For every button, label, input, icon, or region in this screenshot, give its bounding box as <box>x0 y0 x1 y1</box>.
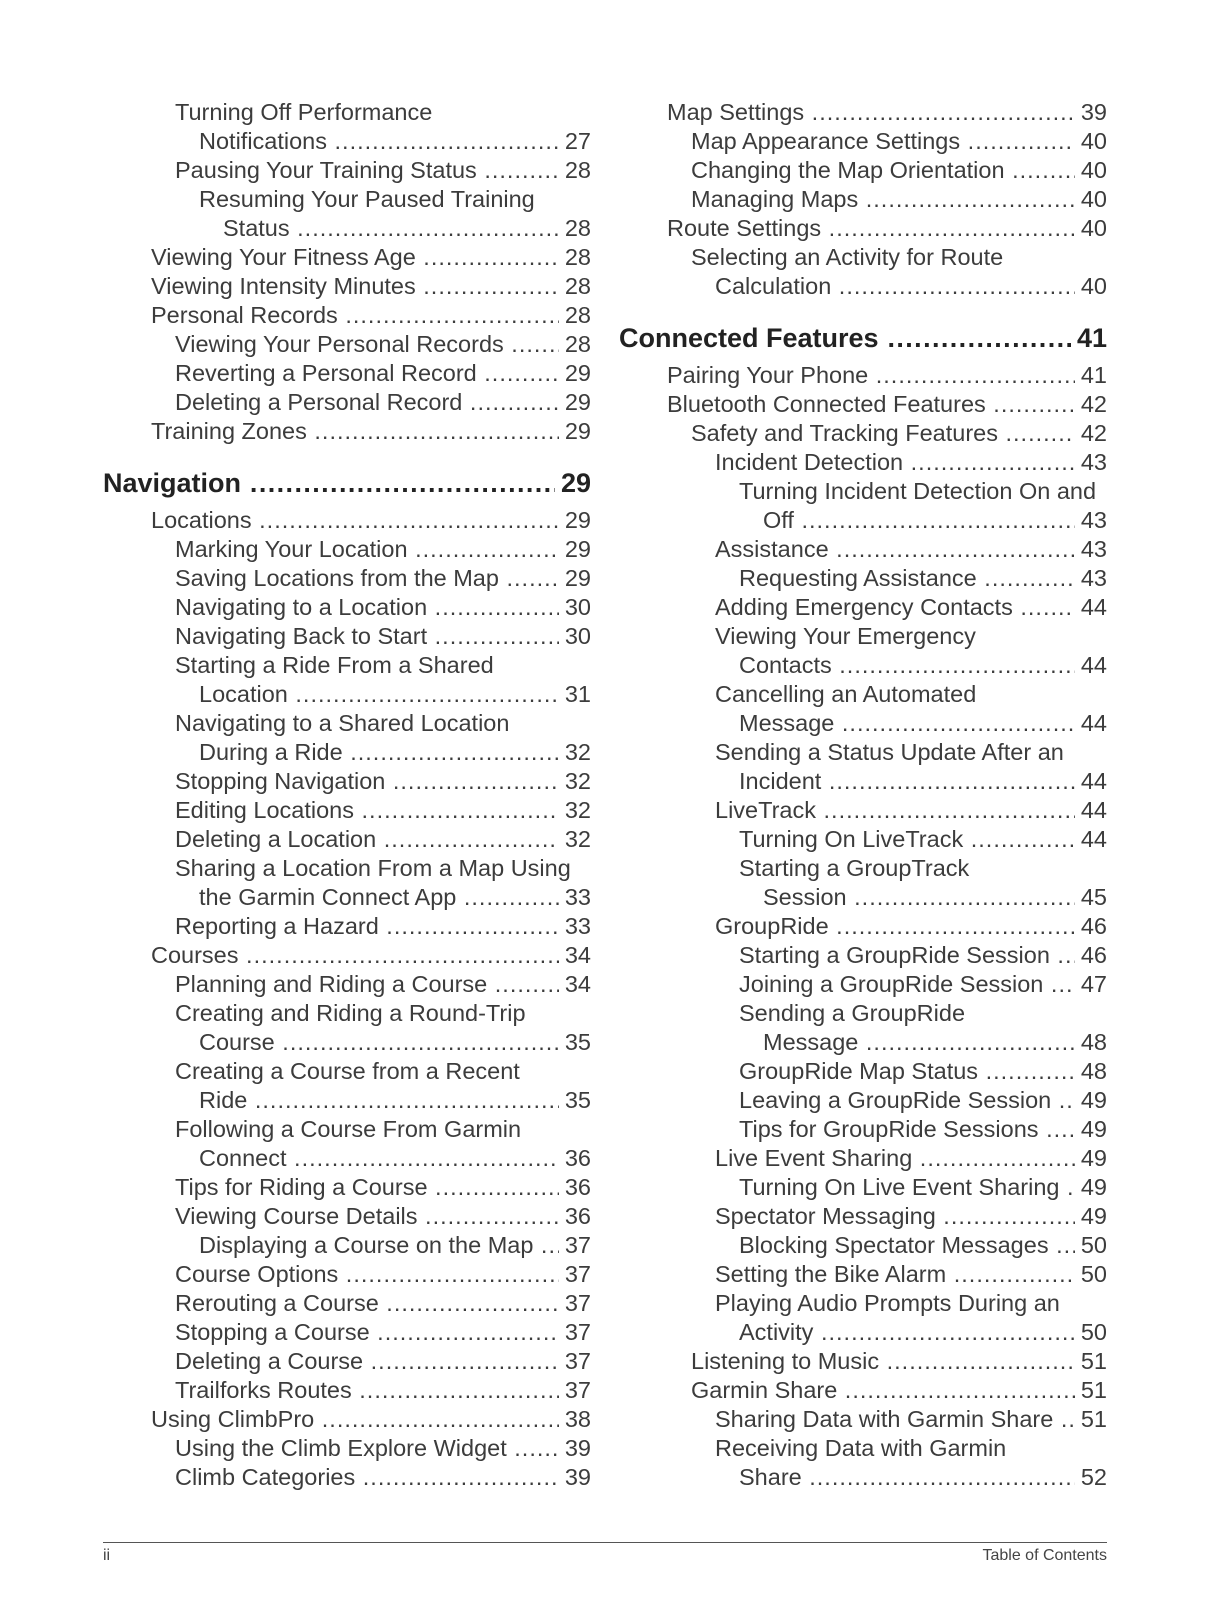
toc-entry[interactable] <box>103 593 591 622</box>
toc-page-number: 29 <box>564 418 591 444</box>
toc-page-number: 29 <box>564 536 591 562</box>
toc-entry[interactable] <box>619 535 1107 564</box>
toc-entry-title: Creating and Riding a Round-Trip <box>175 1000 526 1026</box>
toc-entry[interactable] <box>103 970 591 999</box>
toc-page-number: 44 <box>1080 768 1107 794</box>
toc-entry-title: Viewing Intensity Minutes ..... <box>151 272 559 301</box>
toc-page-number: 45 <box>1080 884 1107 910</box>
toc-entry[interactable] <box>103 1376 591 1405</box>
toc-page-number: 29 <box>564 507 591 533</box>
toc-page-number: 29 <box>564 389 591 415</box>
toc-entry[interactable] <box>103 912 591 941</box>
toc-entry[interactable] <box>619 1173 1107 1202</box>
toc-entry[interactable] <box>619 1347 1107 1376</box>
toc-entry-title: Starting a GroupRide Session ..... <box>739 941 1075 970</box>
toc-entry-title: Status ..... <box>223 214 559 243</box>
toc-entry[interactable] <box>619 999 1107 1057</box>
toc-entry[interactable] <box>619 98 1107 127</box>
toc-entry-title: During a Ride ..... <box>199 738 559 767</box>
toc-entry[interactable] <box>103 796 591 825</box>
toc-entry-title: Share ..... <box>739 1463 1075 1492</box>
toc-page-number: 28 <box>564 215 591 241</box>
toc-entry-title: Creating a Course from a Recent <box>175 1058 520 1084</box>
toc-entry[interactable] <box>619 127 1107 156</box>
toc-page-number: 28 <box>564 331 591 357</box>
toc-entry-title: Personal Records ..... <box>151 301 559 330</box>
toc-entry[interactable] <box>619 1376 1107 1405</box>
toc-entry-title: Navigating Back to Start ..... <box>175 622 559 651</box>
toc-chapter-heading[interactable] <box>103 466 591 500</box>
toc-entry[interactable] <box>103 767 591 796</box>
toc-page-number: 29 <box>560 468 591 498</box>
toc-entry-title: Connect ..... <box>199 1144 559 1173</box>
toc-page-number: 31 <box>564 681 591 707</box>
toc-entry-title: GroupRide ..... <box>715 912 1075 941</box>
toc-entry-continuation <box>715 1463 1107 1492</box>
toc-entry[interactable] <box>619 214 1107 243</box>
toc-entry-title: Sending a Status Update After an <box>715 739 1064 765</box>
toc-entry[interactable] <box>619 390 1107 419</box>
toc-entry[interactable] <box>619 243 1107 301</box>
toc-entry-title: Deleting a Personal Record ..... <box>175 388 559 417</box>
toc-entry[interactable] <box>619 622 1107 680</box>
toc-page-number: 34 <box>564 971 591 997</box>
toc-page-number: 37 <box>564 1261 591 1287</box>
toc-page-number: 51 <box>1080 1406 1107 1432</box>
toc-entry-title: Marking Your Location ..... <box>175 535 559 564</box>
footer-section-title: Table of Contents <box>982 1547 1107 1564</box>
toc-entry-title: Saving Locations from the Map ..... <box>175 564 559 593</box>
toc-entry-title: Setting the Bike Alarm ..... <box>715 1260 1075 1289</box>
toc-page-number: 35 <box>564 1029 591 1055</box>
toc-entry[interactable] <box>103 1173 591 1202</box>
toc-page-number: 28 <box>564 302 591 328</box>
toc-entry-continuation <box>175 738 591 767</box>
toc-entry-title: Location ..... <box>199 680 559 709</box>
toc-page-number: 39 <box>564 1464 591 1490</box>
toc-entry-title: Tips for GroupRide Sessions ..... <box>739 1115 1075 1144</box>
toc-entry-title: LiveTrack ..... <box>715 796 1075 825</box>
toc-entry-title: Notifications ..... <box>199 127 559 156</box>
toc-page-number: 35 <box>564 1087 591 1113</box>
toc-entry[interactable] <box>103 1231 591 1260</box>
toc-entry-title: Sharing Data with Garmin Share ..... <box>715 1405 1075 1434</box>
toc-entry[interactable] <box>619 448 1107 477</box>
toc-page-number: 43 <box>1080 449 1107 475</box>
toc-page-number: 37 <box>564 1377 591 1403</box>
toc-page-number: 42 <box>1080 420 1107 446</box>
toc-page-number: 29 <box>564 565 591 591</box>
toc-page-number: 46 <box>1080 913 1107 939</box>
toc-page-number: 50 <box>1080 1319 1107 1345</box>
toc-page-number: 51 <box>1080 1348 1107 1374</box>
toc-right-column <box>619 98 1107 1492</box>
toc-entry-continuation <box>691 272 1107 301</box>
toc-entry[interactable] <box>103 1289 591 1318</box>
toc-entry[interactable] <box>619 1057 1107 1086</box>
toc-entry[interactable] <box>103 1318 591 1347</box>
toc-entry[interactable] <box>619 912 1107 941</box>
toc-entry[interactable] <box>103 301 591 330</box>
toc-entry-title: Pausing Your Training Status ..... <box>175 156 559 185</box>
toc-page-number: 40 <box>1080 215 1107 241</box>
toc-entry[interactable] <box>619 419 1107 448</box>
toc-entry-title: Managing Maps ..... <box>691 185 1075 214</box>
toc-entry-title: Map Appearance Settings ..... <box>691 127 1075 156</box>
toc-entry[interactable] <box>103 999 591 1057</box>
toc-entry[interactable] <box>619 1405 1107 1434</box>
toc-page-number: 32 <box>564 739 591 765</box>
toc-entry-title: Turning On Live Event Sharing ..... <box>739 1173 1075 1202</box>
toc-entry-title: Incident ..... <box>739 767 1075 796</box>
toc-page-number: 39 <box>1080 99 1107 125</box>
toc-entry-title: Displaying a Course on the Map ..... <box>199 1231 559 1260</box>
toc-entry-title: Receiving Data with Garmin <box>715 1435 1007 1461</box>
toc-page-number: 44 <box>1080 594 1107 620</box>
toc-entry[interactable] <box>103 156 591 185</box>
toc-entry-title: Playing Audio Prompts During an <box>715 1290 1060 1316</box>
toc-entry-title: Turning Off Performance <box>175 99 433 125</box>
toc-entry-title: Following a Course From Garmin <box>175 1116 522 1142</box>
toc-entry-title: Viewing Your Emergency <box>715 623 976 649</box>
toc-entry-title: Sharing a Location From a Map Using <box>175 855 571 881</box>
toc-entry-title: Reporting a Hazard ..... <box>175 912 559 941</box>
toc-entry-title: the Garmin Connect App ..... <box>199 883 559 912</box>
toc-page-number: 44 <box>1080 797 1107 823</box>
toc-entry[interactable] <box>103 622 591 651</box>
toc-entry[interactable] <box>619 738 1107 796</box>
toc-entry-title: Spectator Messaging ..... <box>715 1202 1075 1231</box>
toc-entry[interactable] <box>619 156 1107 185</box>
toc-entry[interactable] <box>619 825 1107 854</box>
toc-page-number: 44 <box>1080 826 1107 852</box>
toc-entry[interactable] <box>103 185 591 243</box>
toc-entry[interactable] <box>103 1202 591 1231</box>
toc-entry-continuation <box>175 680 591 709</box>
toc-page-number: 27 <box>564 128 591 154</box>
toc-page-number: 36 <box>564 1174 591 1200</box>
toc-entry-title: Course ..... <box>199 1028 559 1057</box>
toc-page-number: 33 <box>564 913 591 939</box>
toc-entry-title: Planning and Riding a Course ..... <box>175 970 559 999</box>
toc-entry-title: Sending a GroupRide <box>739 1000 966 1026</box>
toc-entry-title: Calculation ..... <box>715 272 1075 301</box>
toc-entry-title: Map Settings ..... <box>667 98 1075 127</box>
toc-page-number: 37 <box>564 1290 591 1316</box>
toc-entry[interactable] <box>103 1115 591 1173</box>
toc-page-number: 28 <box>564 157 591 183</box>
toc-entry-title: Connected Features ..... <box>619 321 1071 355</box>
toc-entry[interactable] <box>103 359 591 388</box>
toc-page-number: 50 <box>1080 1232 1107 1258</box>
toc-entry[interactable] <box>619 1115 1107 1144</box>
toc-entry-title: Selecting an Activity for Route <box>691 244 1004 270</box>
toc-entry-continuation <box>739 1028 1107 1057</box>
toc-entry-title: Starting a GroupTrack <box>739 855 970 881</box>
toc-entry-title: Viewing Course Details ..... <box>175 1202 559 1231</box>
toc-page-number: 40 <box>1080 157 1107 183</box>
toc-entry[interactable] <box>103 941 591 970</box>
toc-entry[interactable] <box>619 593 1107 622</box>
toc-entry-title: Message ..... <box>763 1028 1075 1057</box>
toc-entry[interactable] <box>619 854 1107 912</box>
toc-page-number: 30 <box>564 623 591 649</box>
toc-entry-continuation <box>715 767 1107 796</box>
toc-page-number: 50 <box>1080 1261 1107 1287</box>
toc-entry-title: Blocking Spectator Messages ..... <box>739 1231 1075 1260</box>
toc-page-number: 36 <box>564 1145 591 1171</box>
toc-page-number: 40 <box>1080 186 1107 212</box>
toc-entry-title: Ride ..... <box>199 1086 559 1115</box>
toc-page-number: 43 <box>1080 507 1107 533</box>
toc-page-number: 49 <box>1080 1116 1107 1142</box>
toc-entry-title: Garmin Share ..... <box>691 1376 1075 1405</box>
toc-entry-title: Tips for Riding a Course ..... <box>175 1173 559 1202</box>
toc-entry-title: Off ..... <box>763 506 1075 535</box>
toc-entry-title: Resuming Your Paused Training <box>199 186 535 212</box>
toc-entry-title: Navigating to a Location ..... <box>175 593 559 622</box>
toc-entry-title: Navigating to a Shared Location <box>175 710 510 736</box>
toc-entry-title: Viewing Your Fitness Age ..... <box>151 243 559 272</box>
toc-entry-continuation <box>715 651 1107 680</box>
toc-entry[interactable] <box>103 1057 591 1115</box>
toc-entry-continuation <box>739 883 1107 912</box>
toc-entry-title: GroupRide Map Status ..... <box>739 1057 1075 1086</box>
toc-entry[interactable] <box>619 970 1107 999</box>
toc-page-number: 41 <box>1080 362 1107 388</box>
toc-entry-title: Leaving a GroupRide Session ..... <box>739 1086 1075 1115</box>
toc-page-number: 30 <box>564 594 591 620</box>
toc-page-number: 43 <box>1080 536 1107 562</box>
toc-entry[interactable] <box>103 272 591 301</box>
toc-entry[interactable] <box>103 1463 591 1492</box>
toc-entry[interactable] <box>103 854 591 912</box>
toc-entry-continuation <box>175 1086 591 1115</box>
toc-entry-title: Starting a Ride From a Shared <box>175 652 494 678</box>
toc-entry[interactable] <box>619 564 1107 593</box>
toc-entry[interactable] <box>619 185 1107 214</box>
toc-entry[interactable] <box>103 1260 591 1289</box>
toc-entry[interactable] <box>103 651 591 709</box>
toc-entry-title: Bluetooth Connected Features ..... <box>667 390 1075 419</box>
toc-entry[interactable] <box>103 564 591 593</box>
toc-page-number: 29 <box>564 360 591 386</box>
toc-entry-title: Deleting a Location ..... <box>175 825 559 854</box>
toc-entry[interactable] <box>103 535 591 564</box>
toc-entry-title: Session ..... <box>763 883 1075 912</box>
toc-entry-title: Using ClimbPro ..... <box>151 1405 559 1434</box>
toc-page-number: 32 <box>564 768 591 794</box>
toc-page-number: 49 <box>1080 1087 1107 1113</box>
toc-page-number: 38 <box>564 1406 591 1432</box>
toc-entry-title: Navigation ..... <box>103 466 555 500</box>
toc-entry[interactable] <box>619 941 1107 970</box>
toc-entry-continuation <box>199 214 591 243</box>
toc-page-number: 44 <box>1080 652 1107 678</box>
toc-entry-title: Contacts ..... <box>739 651 1075 680</box>
toc-entry-title: Training Zones ..... <box>151 417 559 446</box>
toc-entry-continuation <box>175 127 591 156</box>
toc-page-number: 28 <box>564 244 591 270</box>
toc-page-number: 47 <box>1080 971 1107 997</box>
toc-page-number: 39 <box>564 1435 591 1461</box>
toc-page-number: 49 <box>1080 1145 1107 1171</box>
toc-entry-title: Safety and Tracking Features ..... <box>691 419 1075 448</box>
toc-page-number: 48 <box>1080 1029 1107 1055</box>
toc-page-number: 34 <box>564 942 591 968</box>
toc-page-number: 52 <box>1080 1464 1107 1490</box>
toc-entry[interactable] <box>619 1086 1107 1115</box>
toc-entry[interactable] <box>619 1434 1107 1492</box>
toc-page-number: 37 <box>564 1319 591 1345</box>
toc-entry-title: Activity ..... <box>739 1318 1075 1347</box>
toc-entry-title: Joining a GroupRide Session ..... <box>739 970 1075 999</box>
toc-entry-title: Trailforks Routes ..... <box>175 1376 559 1405</box>
toc-entry-title: Editing Locations ..... <box>175 796 559 825</box>
toc-entry[interactable] <box>103 388 591 417</box>
toc-entry[interactable] <box>619 361 1107 390</box>
toc-entry-title: Locations ..... <box>151 506 559 535</box>
toc-entry[interactable] <box>103 417 591 446</box>
toc-entry-title: Rerouting a Course ..... <box>175 1289 559 1318</box>
toc-entry[interactable] <box>619 1202 1107 1231</box>
toc-entry-continuation <box>175 883 591 912</box>
toc-page-number: 44 <box>1080 710 1107 736</box>
toc-page-number: 32 <box>564 797 591 823</box>
toc-entry[interactable] <box>103 506 591 535</box>
toc-entry-continuation <box>175 1028 591 1057</box>
toc-entry-title: Turning Incident Detection On and <box>739 478 1097 504</box>
toc-page-number: 49 <box>1080 1203 1107 1229</box>
toc-page-number: 51 <box>1080 1377 1107 1403</box>
toc-entry[interactable] <box>619 1231 1107 1260</box>
footer-page-number: ii <box>103 1547 111 1564</box>
toc-entry-title: Climb Categories ..... <box>175 1463 559 1492</box>
toc-entry-title: Viewing Your Personal Records ..... <box>175 330 559 359</box>
toc-entry-title: Deleting a Course ..... <box>175 1347 559 1376</box>
toc-entry[interactable] <box>619 796 1107 825</box>
toc-entry-title: Incident Detection ..... <box>715 448 1075 477</box>
toc-entry-title: Stopping a Course ..... <box>175 1318 559 1347</box>
toc-entry[interactable] <box>103 98 591 156</box>
toc-page-number: 32 <box>564 826 591 852</box>
toc-page-number: 40 <box>1080 128 1107 154</box>
toc-entry[interactable] <box>103 243 591 272</box>
toc-page-number: 43 <box>1080 565 1107 591</box>
toc-entry[interactable] <box>619 1260 1107 1289</box>
toc-entry-title: Reverting a Personal Record ..... <box>175 359 559 388</box>
toc-entry-title: Requesting Assistance ..... <box>739 564 1075 593</box>
footer-divider <box>103 1542 1107 1543</box>
toc-entry-continuation <box>715 1318 1107 1347</box>
toc-entry[interactable] <box>103 825 591 854</box>
toc-page-number: 49 <box>1080 1174 1107 1200</box>
toc-entry-title: Using the Climb Explore Widget ..... <box>175 1434 559 1463</box>
toc-page-number: 36 <box>564 1203 591 1229</box>
toc-page-number: 42 <box>1080 391 1107 417</box>
toc-entry[interactable] <box>103 1405 591 1434</box>
toc-entry-title: Courses ..... <box>151 941 559 970</box>
toc-page-number: 40 <box>1080 273 1107 299</box>
toc-entry-title: Route Settings ..... <box>667 214 1075 243</box>
toc-entry-title: Adding Emergency Contacts ..... <box>715 593 1075 622</box>
toc-entry-title: Stopping Navigation ..... <box>175 767 559 796</box>
toc-entry[interactable] <box>103 330 591 359</box>
toc-entry-continuation <box>175 1144 591 1173</box>
toc-entry-title: Live Event Sharing ..... <box>715 1144 1075 1173</box>
toc-entry-title: Assistance ..... <box>715 535 1075 564</box>
toc-entry-continuation <box>715 709 1107 738</box>
toc-entry-title: Course Options ..... <box>175 1260 559 1289</box>
toc-entry[interactable] <box>619 1144 1107 1173</box>
toc-page-number: 37 <box>564 1348 591 1374</box>
toc-page-number: 28 <box>564 273 591 299</box>
toc-left-column <box>103 98 591 1492</box>
toc-entry[interactable] <box>619 680 1107 738</box>
toc-chapter-heading[interactable] <box>619 321 1107 355</box>
toc-entry[interactable] <box>103 709 591 767</box>
toc-entry-continuation <box>739 506 1107 535</box>
toc-entry[interactable] <box>103 1434 591 1463</box>
toc-entry-title: Listening to Music ..... <box>691 1347 1075 1376</box>
toc-entry-title: Turning On LiveTrack ..... <box>739 825 1075 854</box>
toc-entry[interactable] <box>103 1347 591 1376</box>
toc-entry[interactable] <box>619 477 1107 535</box>
toc-page-number: 48 <box>1080 1058 1107 1084</box>
toc-entry-title: Cancelling an Automated <box>715 681 977 707</box>
toc-entry-title: Pairing Your Phone ..... <box>667 361 1075 390</box>
toc-entry[interactable] <box>619 1289 1107 1347</box>
toc-page-number: 33 <box>564 884 591 910</box>
toc-page-number: 41 <box>1076 323 1107 353</box>
toc-page-number: 46 <box>1080 942 1107 968</box>
toc-entry-title: Message ..... <box>739 709 1075 738</box>
toc-page-number: 37 <box>564 1232 591 1258</box>
toc-entry-title: Changing the Map Orientation ..... <box>691 156 1075 185</box>
